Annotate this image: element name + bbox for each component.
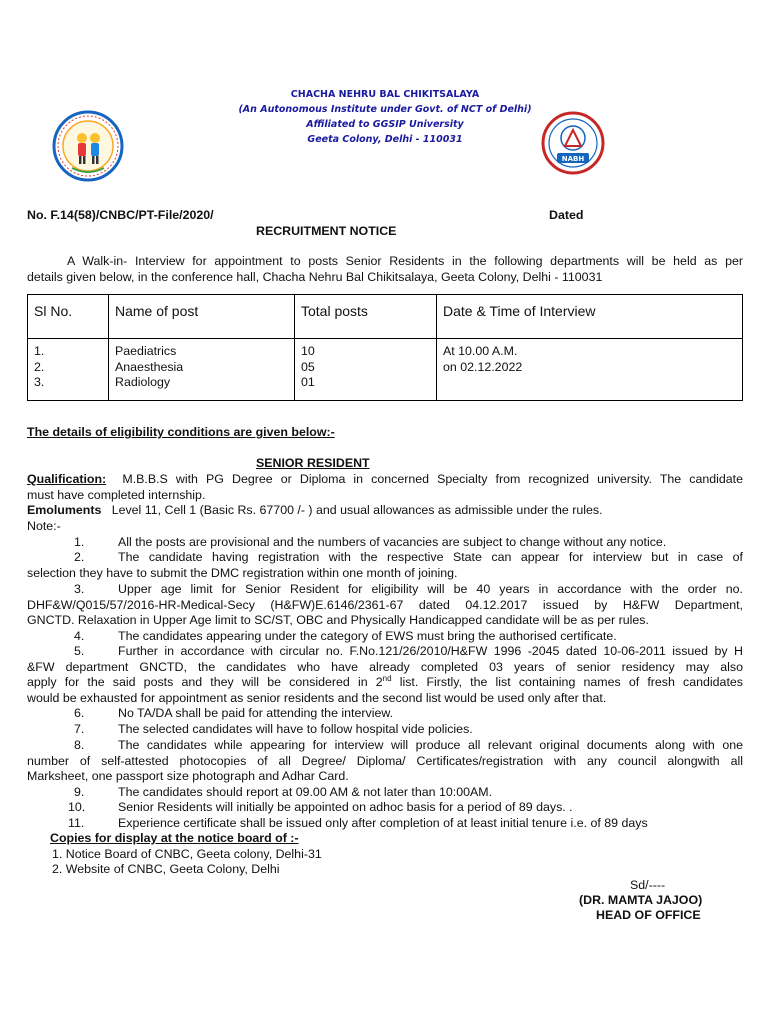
note-8-number: 8. [74, 738, 85, 752]
emoluments-label: Emoluments [27, 503, 102, 517]
dated-label: Dated [549, 208, 584, 222]
note-10-number: 10. [68, 800, 86, 814]
org-name: CHACHA NEHRU BAL CHIKITSALAYA [290, 89, 480, 100]
qualification-text-1: M.B.B.S with PG Degree or Diploma in concerned Specialty from recognized university. The candidate [122, 472, 744, 486]
header-sl-no: Sl No. [28, 295, 109, 339]
note-4-number: 4. [74, 629, 85, 643]
note-4-text: The candidates appearing under the category of EWS must bring the authorised certificate. [118, 629, 617, 643]
qualification-label: Qualification: [27, 472, 107, 486]
note-8-text: The candidates while appearing for interview will produce all relevant original documents along with one number of self-attested photocopies of all Degree/ Diploma/ Certificates/registration with any council alongwith all Marksheet, one passport size photograph and Adhar Card. [27, 738, 743, 784]
interview-cell [437, 339, 743, 401]
table-header-row [28, 295, 743, 339]
note-9-text: The candidates should report at 09.00 AM & not later than 10:00AM. [118, 785, 493, 799]
interview-date: on 02.12.2022 [443, 359, 523, 374]
copy-item-2: 2. Website of CNBC, Geeta Colony, Delhi [52, 862, 280, 876]
emoluments-row [27, 503, 603, 518]
posts-cell [109, 339, 295, 401]
signatory-designation: HEAD OF OFFICE [596, 908, 701, 922]
note-3-text: Upper age limit for Senior Resident for eligibility will be 40 years in accordance with the order no. DHF&W/Q015/57/2016-HR-Medical-Secy (H&FW)E.6146/2361-67 dated 04.12.2017 issued by H&FW Department, GNCTD. Relaxation in Upper Age limit to SC/ST, OBC and Physically Handicapped candidate will be as per rules. [27, 582, 743, 628]
note-11-text: Experience certificate shall be issued only after completion of at least initial tenure i.e. of 89 days [118, 816, 648, 830]
sl-3: 3. [34, 375, 45, 389]
header-total-posts: Total posts [295, 295, 437, 339]
svg-text:NABH: NABH [561, 155, 585, 163]
interview-time: At 10.00 A.M. [443, 344, 518, 358]
total-3: 01 [301, 375, 315, 389]
intro-line-1: A Walk-in- Interview for appointment to posts Senior Residents in the following departments will be held as per [67, 254, 743, 268]
post-1: Paediatrics [115, 344, 177, 358]
note-11-number: 11. [68, 816, 85, 830]
totals-cell [295, 339, 437, 401]
copy-item-1: 1. Notice Board of CNBC, Geeta colony, Delhi-31 [52, 847, 322, 861]
signatory-name: (DR. MAMTA JAJOO) [579, 893, 703, 907]
note-9-number: 9. [74, 785, 85, 799]
note-2-text: The candidate having registration with the respective State can appear for interview but in case of selection they have to submit the DMC registration within one month of joining. [27, 550, 743, 580]
note-2-number: 2. [74, 550, 85, 564]
note-10-text: Senior Residents will initially be appointed on adhoc basis for a period of 89 days. . [118, 800, 573, 814]
reference-number: No. F.14(58)/CNBC/PT-File/2020/ [27, 208, 214, 222]
total-1: 10 [301, 344, 315, 358]
table-row [28, 339, 743, 401]
nabh-logo-icon [541, 110, 605, 181]
org-subtitle: (An Autonomous Institute under Govt. of NCT of Delhi) [238, 104, 532, 115]
note-6-text: No TA/DA shall be paid for attending the interview. [118, 706, 394, 720]
note-1-number: 1. [74, 535, 85, 549]
sl-cell [28, 339, 109, 401]
qualification-paragraph [27, 472, 743, 503]
note-label: Note:- [27, 519, 61, 533]
header-name-of-post: Name of post [109, 295, 295, 339]
intro-paragraph [27, 254, 743, 285]
note-7-number: 7. [74, 722, 85, 736]
note-5-text: Further in accordance with circular no. F.No.121/26/2010/H&FW 1996 -2045 dated 10-06-2011 issued by H &FW department GNCTD, the candidates who have already completed 03 years of senior residency may also apply for the said posts and they will be considered in 2nd list. Firstly, the list containing names of fresh candidates would be exhausted for appointment as senior residents and the second list would be used only after that. [27, 644, 743, 705]
note-6-number: 6. [74, 706, 85, 720]
intro-line-2: details given below, in the conference hall, Chacha Nehru Bal Chikitsalaya, Geeta Colony, Delhi - 110031 [27, 269, 603, 284]
signature-sd: Sd/---- [630, 878, 666, 892]
qualification-text-2: must have completed internship. [27, 487, 206, 502]
copies-heading: Copies for display at the notice board of :- [50, 831, 299, 845]
note-7-text: The selected candidates will have to follow hospital vide policies. [118, 722, 473, 736]
senior-resident-heading: SENIOR RESIDENT [256, 456, 370, 470]
note-5-number: 5. [74, 644, 85, 658]
notice-title: RECRUITMENT NOTICE [256, 224, 397, 238]
hospital-logo-icon [52, 110, 124, 187]
posts-table [27, 294, 743, 401]
post-3: Radiology [115, 375, 171, 389]
post-2: Anaesthesia [115, 359, 184, 374]
eligibility-heading: The details of eligibility conditions are given below:- [27, 425, 335, 439]
sl-1: 1. [34, 344, 45, 358]
emoluments-text: Level 11, Cell 1 (Basic Rs. 67700 /- ) and usual allowances as admissible under the rules. [111, 503, 603, 517]
header-interview: Date & Time of Interview [437, 295, 743, 339]
sl-2: 2. [34, 359, 45, 374]
org-address: Geeta Colony, Delhi - 110031 [307, 134, 463, 145]
note-1-text: All the posts are provisional and the numbers of vacancies are subject to change without any notice. [118, 535, 667, 549]
total-2: 05 [301, 359, 315, 374]
note-3-number: 3. [74, 582, 85, 596]
org-affiliation: Affiliated to GGSIP University [306, 119, 464, 130]
